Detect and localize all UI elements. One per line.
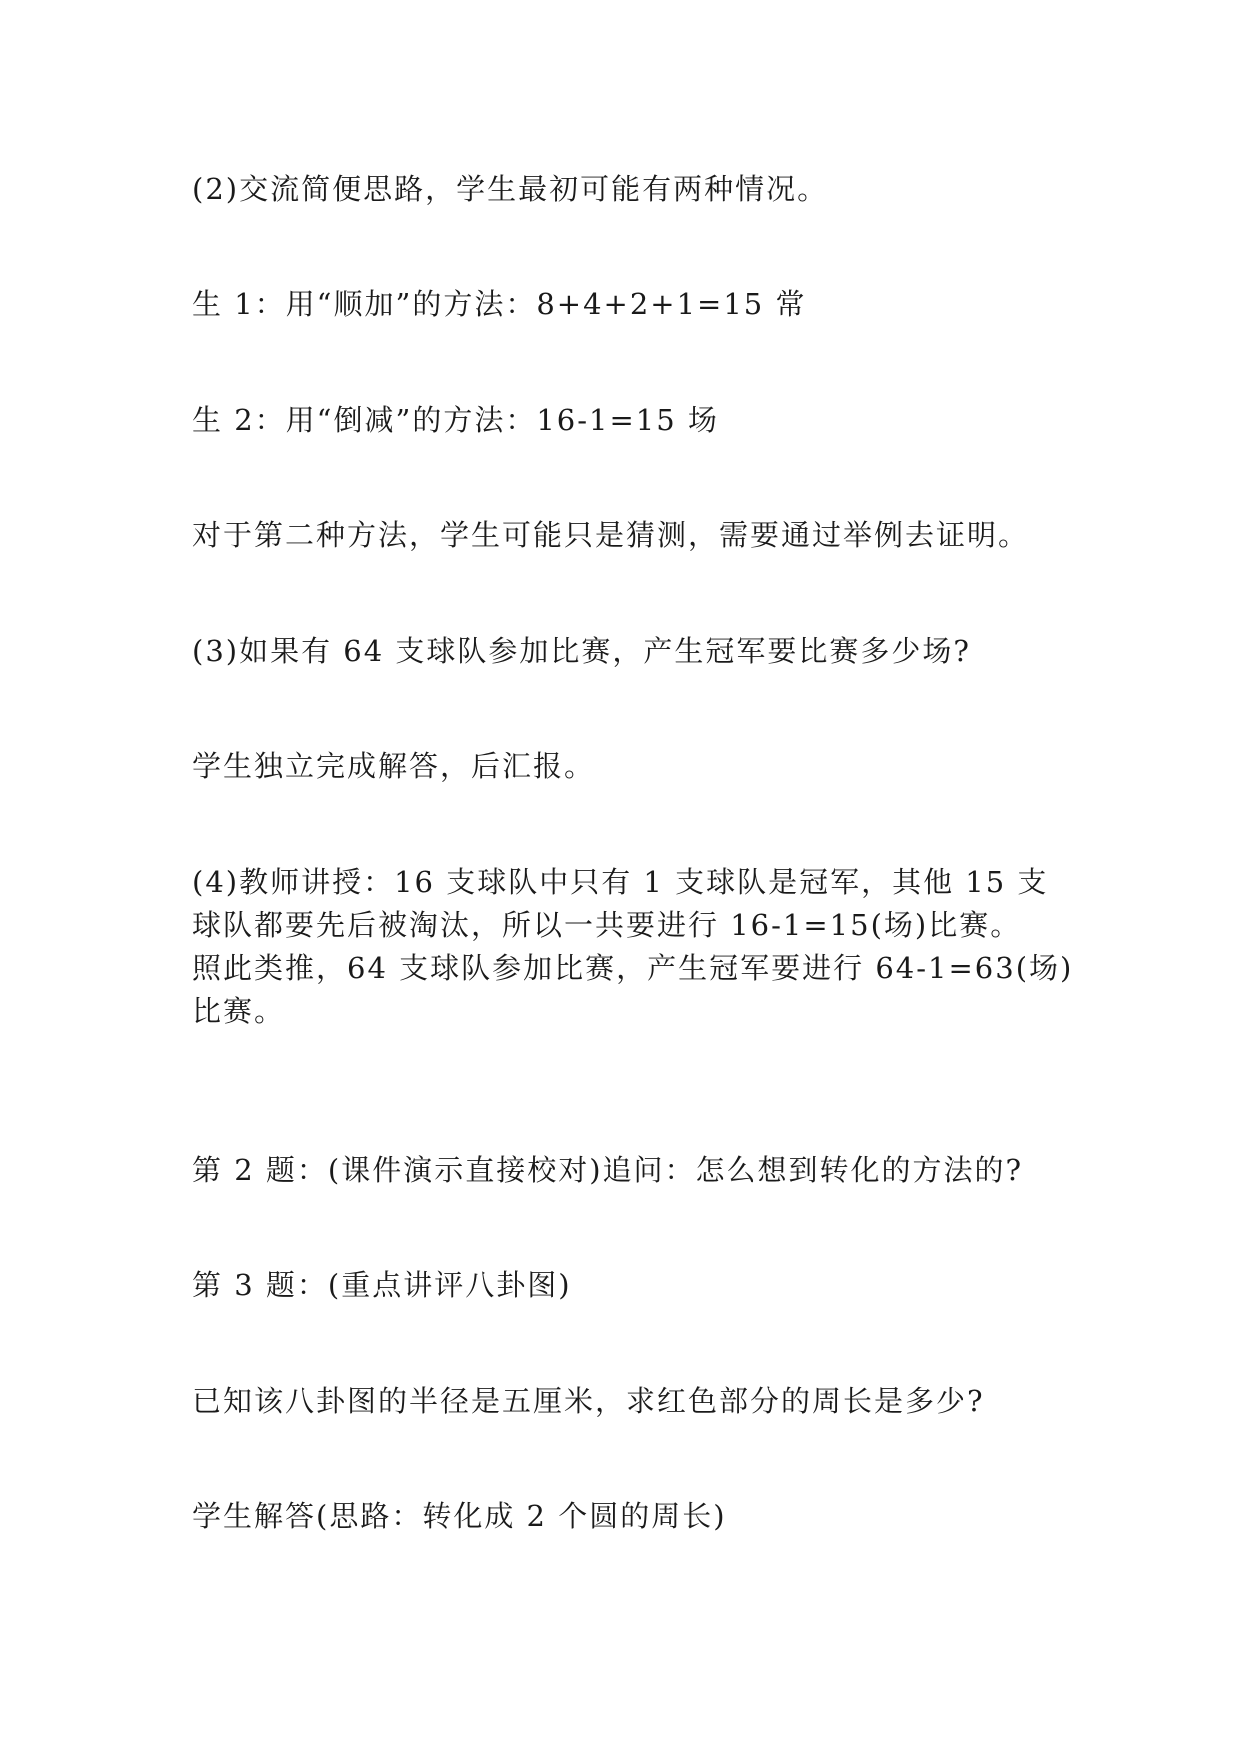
paragraph-second-method-note: [192, 514, 1062, 557]
paragraph-question-2: [192, 1149, 1062, 1192]
text-line: 第 2 题：(课件演示直接校对)追问：怎么想到转化的方法的?: [192, 1153, 1024, 1187]
text-line: 已知该八卦图的半径是五厘米，求红色部分的周长是多少?: [192, 1384, 985, 1418]
paragraph-question-64-teams: [192, 630, 1062, 673]
text-line: 学生独立完成解答，后汇报。: [192, 749, 596, 783]
paragraph-student-1-method: [192, 283, 1062, 326]
text-line: (2)交流简便思路，学生最初可能有两种情况。: [192, 172, 829, 206]
paragraph-student-answer: [192, 1495, 1062, 1538]
text-line: (4)教师讲授：16 支球队中只有 1 支球队是冠军，其他 15 支: [192, 865, 1049, 899]
text-line: 比赛。: [192, 994, 286, 1028]
paragraph-question-3: [192, 1264, 1062, 1307]
text-line: 生 1：用“顺加”的方法：8+4+2+1=15 常: [192, 287, 807, 321]
paragraph-bagua-problem: [192, 1380, 1062, 1423]
text-line: 照此类推，64 支球队参加比赛，产生冠军要进行 64-1=63(场): [192, 951, 1074, 985]
text-line: (3)如果有 64 支球队参加比赛，产生冠军要比赛多少场?: [192, 634, 971, 668]
text-line: 第 3 题：(重点讲评八卦图): [192, 1268, 572, 1302]
text-line: 学生解答(思路：转化成 2 个圆的周长): [192, 1499, 727, 1533]
paragraph-discussion-heading: [192, 168, 1062, 211]
paragraph-student-2-method: [192, 399, 1062, 442]
text-line: 生 2：用“倒减”的方法：16-1=15 场: [192, 403, 719, 437]
paragraph-teacher-explanation: [192, 861, 1074, 1033]
text-line: 对于第二种方法，学生可能只是猜测，需要通过举例去证明。: [192, 518, 1030, 552]
paragraph-student-solve: [192, 745, 1062, 788]
text-line: 球队都要先后被淘汰，所以一共要进行 16-1=15(场)比赛。: [192, 908, 1022, 942]
